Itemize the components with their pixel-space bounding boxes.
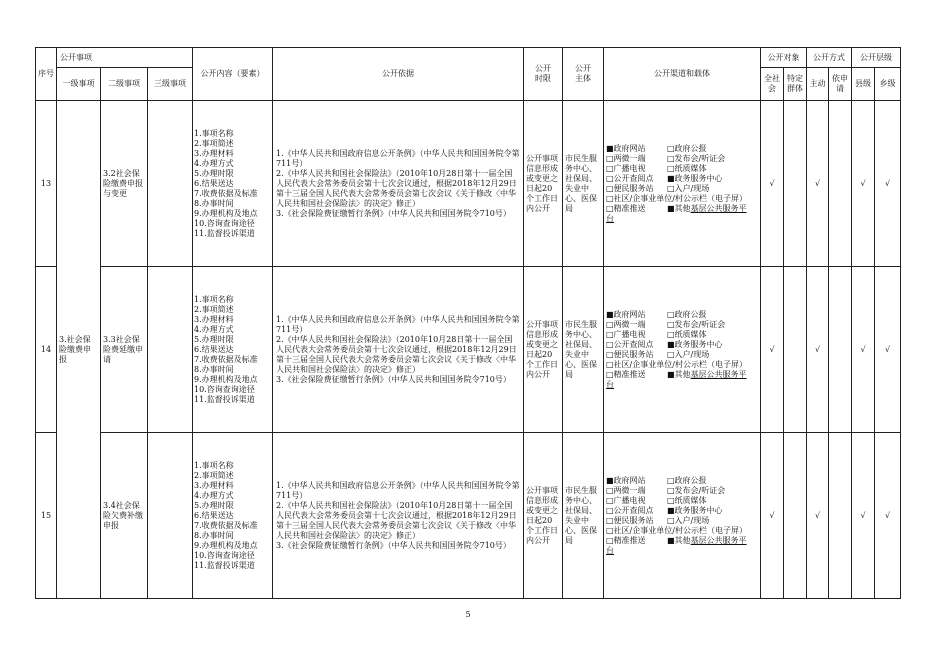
channels: ■政府网站 □政府公报 □两微一端 □发布会/听证会 □广播电视 □纸质媒体 □公开查阅点 ■政务服务中心 □便民服务站 □入户/现场 □社区/企事业单位/村公示栏（电子屏） □精准推送 ■其他 基层公共服务平 台 <box>604 101 761 267</box>
page-number: 5 <box>465 610 471 619</box>
header-mode-apply: 依申 请 <box>829 68 852 101</box>
check-mark: √ <box>852 101 875 267</box>
row-seq: 14 <box>36 267 57 433</box>
channels: ■政府网站 □政府公报 □两微一端 □发布会/听证会 □广播电视 □纸质媒体 □公开查阅点 ■政务服务中心 □便民服务站 □入户/现场 □社区/企事业单位/村公示栏（电子屏） □精准推送 ■其他 基层公共服务平 台 <box>604 267 761 433</box>
subject: 市民生服务中心、社保局、失业中心、医保局 <box>563 267 604 433</box>
row-seq: 13 <box>36 101 57 267</box>
basis-text: 1.《中华人民共和国政府信息公开条例》（中华人民共和国国务院令第711号） 2.《中华人民共和国社会保险法》（2010年10月28日第十一届全国人民代表大会常务委员会第十七次会议通过，根据2018年12月29日第十三届全国人民代表大会常务委员会第七次会议《关于修改〈中华人民共和国社会保险法〉的决定》修正） 3.《社会保险费征缴暂行条例》（中华人民共和国国务院令710号） <box>273 101 524 267</box>
header-target: 公开对象 <box>761 48 807 68</box>
time-limit: 公开事项信息形成或变更之日起20个工作日内公开 <box>524 433 563 599</box>
header-mode: 公开方式 <box>807 48 852 68</box>
content-items: 1.事项名称 2.事项简述 3.办理材料 4.办理方式 5.办理时限 6.结果送达 7.收费依据及标准 8.办事时间 9.办理机构及地点 10.咨询查询途径 11.监督投诉渠道 <box>193 267 273 433</box>
table-row <box>36 101 901 267</box>
check-mark: √ <box>875 433 901 599</box>
content-items: 1.事项名称 2.事项简述 3.办理材料 4.办理方式 5.办理时限 6.结果送达 7.收费依据及标准 8.办事时间 9.办理机构及地点 10.咨询查询途径 11.监督投诉渠道 <box>193 101 273 267</box>
check-mark: √ <box>807 433 829 599</box>
header-time-limit: 公开 时限 <box>524 48 563 101</box>
channels: ■政府网站 □政府公报 □两微一端 □发布会/听证会 □广播电视 □纸质媒体 □公开查阅点 ■政务服务中心 □便民服务站 □入户/现场 □社区/企事业单位/村公示栏（电子屏） □精准推送 ■其他 基层公共服务平 台 <box>604 433 761 599</box>
level3-item <box>148 101 193 267</box>
check-mark: √ <box>761 101 784 267</box>
header-level2: 二级事项 <box>101 68 148 101</box>
level2-item: 3.2社会保险缴费申报与变更 <box>101 101 148 267</box>
disclosure-table <box>35 47 901 599</box>
level2-item: 3.4社会保险欠费补缴申报 <box>101 433 148 599</box>
row-seq: 15 <box>36 433 57 599</box>
subject: 市民生服务中心、社保局、失业中心、医保局 <box>563 101 604 267</box>
check-mark: √ <box>807 101 829 267</box>
header-target-all: 全社 会 <box>761 68 784 101</box>
basis-text: 1.《中华人民共和国政府信息公开条例》（中华人民共和国国务院令第711号） 2.《中华人民共和国社会保险法》（2010年10月28日第十一届全国人民代表大会常务委员会第十七次会议通过，根据2018年12月29日第十三届全国人民代表大会常务委员会第七次会议《关于修改〈中华人民共和国社会保险法〉的决定》修正） 3.《社会保险费征缴暂行条例》（中华人民共和国国务院令710号） <box>273 433 524 599</box>
basis-text: 1.《中华人民共和国政府信息公开条例》（中华人民共和国国务院令第711号） 2.《中华人民共和国社会保险法》（2010年10月28日第十一届全国人民代表大会常务委员会第十七次会议通过，根据2018年12月29日第十三届全国人民代表大会常务委员会第七次会议《关于修改〈中华人民共和国社会保险法〉的决定》修正） 3.《社会保险费征缴暂行条例》（中华人民共和国国务院令710号） <box>273 267 524 433</box>
check-mark: √ <box>852 433 875 599</box>
table-row <box>36 433 901 599</box>
header-seq: 序号 <box>36 48 57 101</box>
header-target-specific: 特定 群体 <box>784 68 807 101</box>
header-basis: 公开依据 <box>273 48 524 101</box>
header-level1: 一级事项 <box>57 68 101 101</box>
time-limit: 公开事项信息形成或变更之日起20个工作日内公开 <box>524 101 563 267</box>
header-level-township: 乡级 <box>875 68 901 101</box>
check-mark: √ <box>761 433 784 599</box>
header-subject: 公开 主体 <box>563 48 604 101</box>
subject: 市民生服务中心、社保局、失业中心、医保局 <box>563 433 604 599</box>
header-public-items: 公开事项 <box>57 48 193 68</box>
header-level-county: 县级 <box>852 68 875 101</box>
header-level: 公开层级 <box>852 48 901 68</box>
check-mark: √ <box>875 267 901 433</box>
level2-item: 3.3社会保险费延缴申请 <box>101 267 148 433</box>
time-limit: 公开事项信息形成或变更之日起20个工作日内公开 <box>524 267 563 433</box>
table-row <box>36 267 901 433</box>
header-channels: 公开渠道和载体 <box>604 48 761 101</box>
check-mark: √ <box>852 267 875 433</box>
header-content: 公开内容（要素） <box>193 48 273 101</box>
header-level3: 三级事项 <box>148 68 193 101</box>
content-items: 1.事项名称 2.事项简述 3.办理材料 4.办理方式 5.办理时限 6.结果送达 7.收费依据及标准 8.办事时间 9.办理机构及地点 10.咨询查询途径 11.监督投诉渠道 <box>193 433 273 599</box>
check-mark: √ <box>875 101 901 267</box>
level1-item: 3.社会保险缴费申报 <box>57 101 101 599</box>
check-mark: √ <box>807 267 829 433</box>
level3-item <box>148 433 193 599</box>
check-mark: √ <box>761 267 784 433</box>
header-mode-active: 主动 <box>807 68 829 101</box>
level3-item <box>148 267 193 433</box>
